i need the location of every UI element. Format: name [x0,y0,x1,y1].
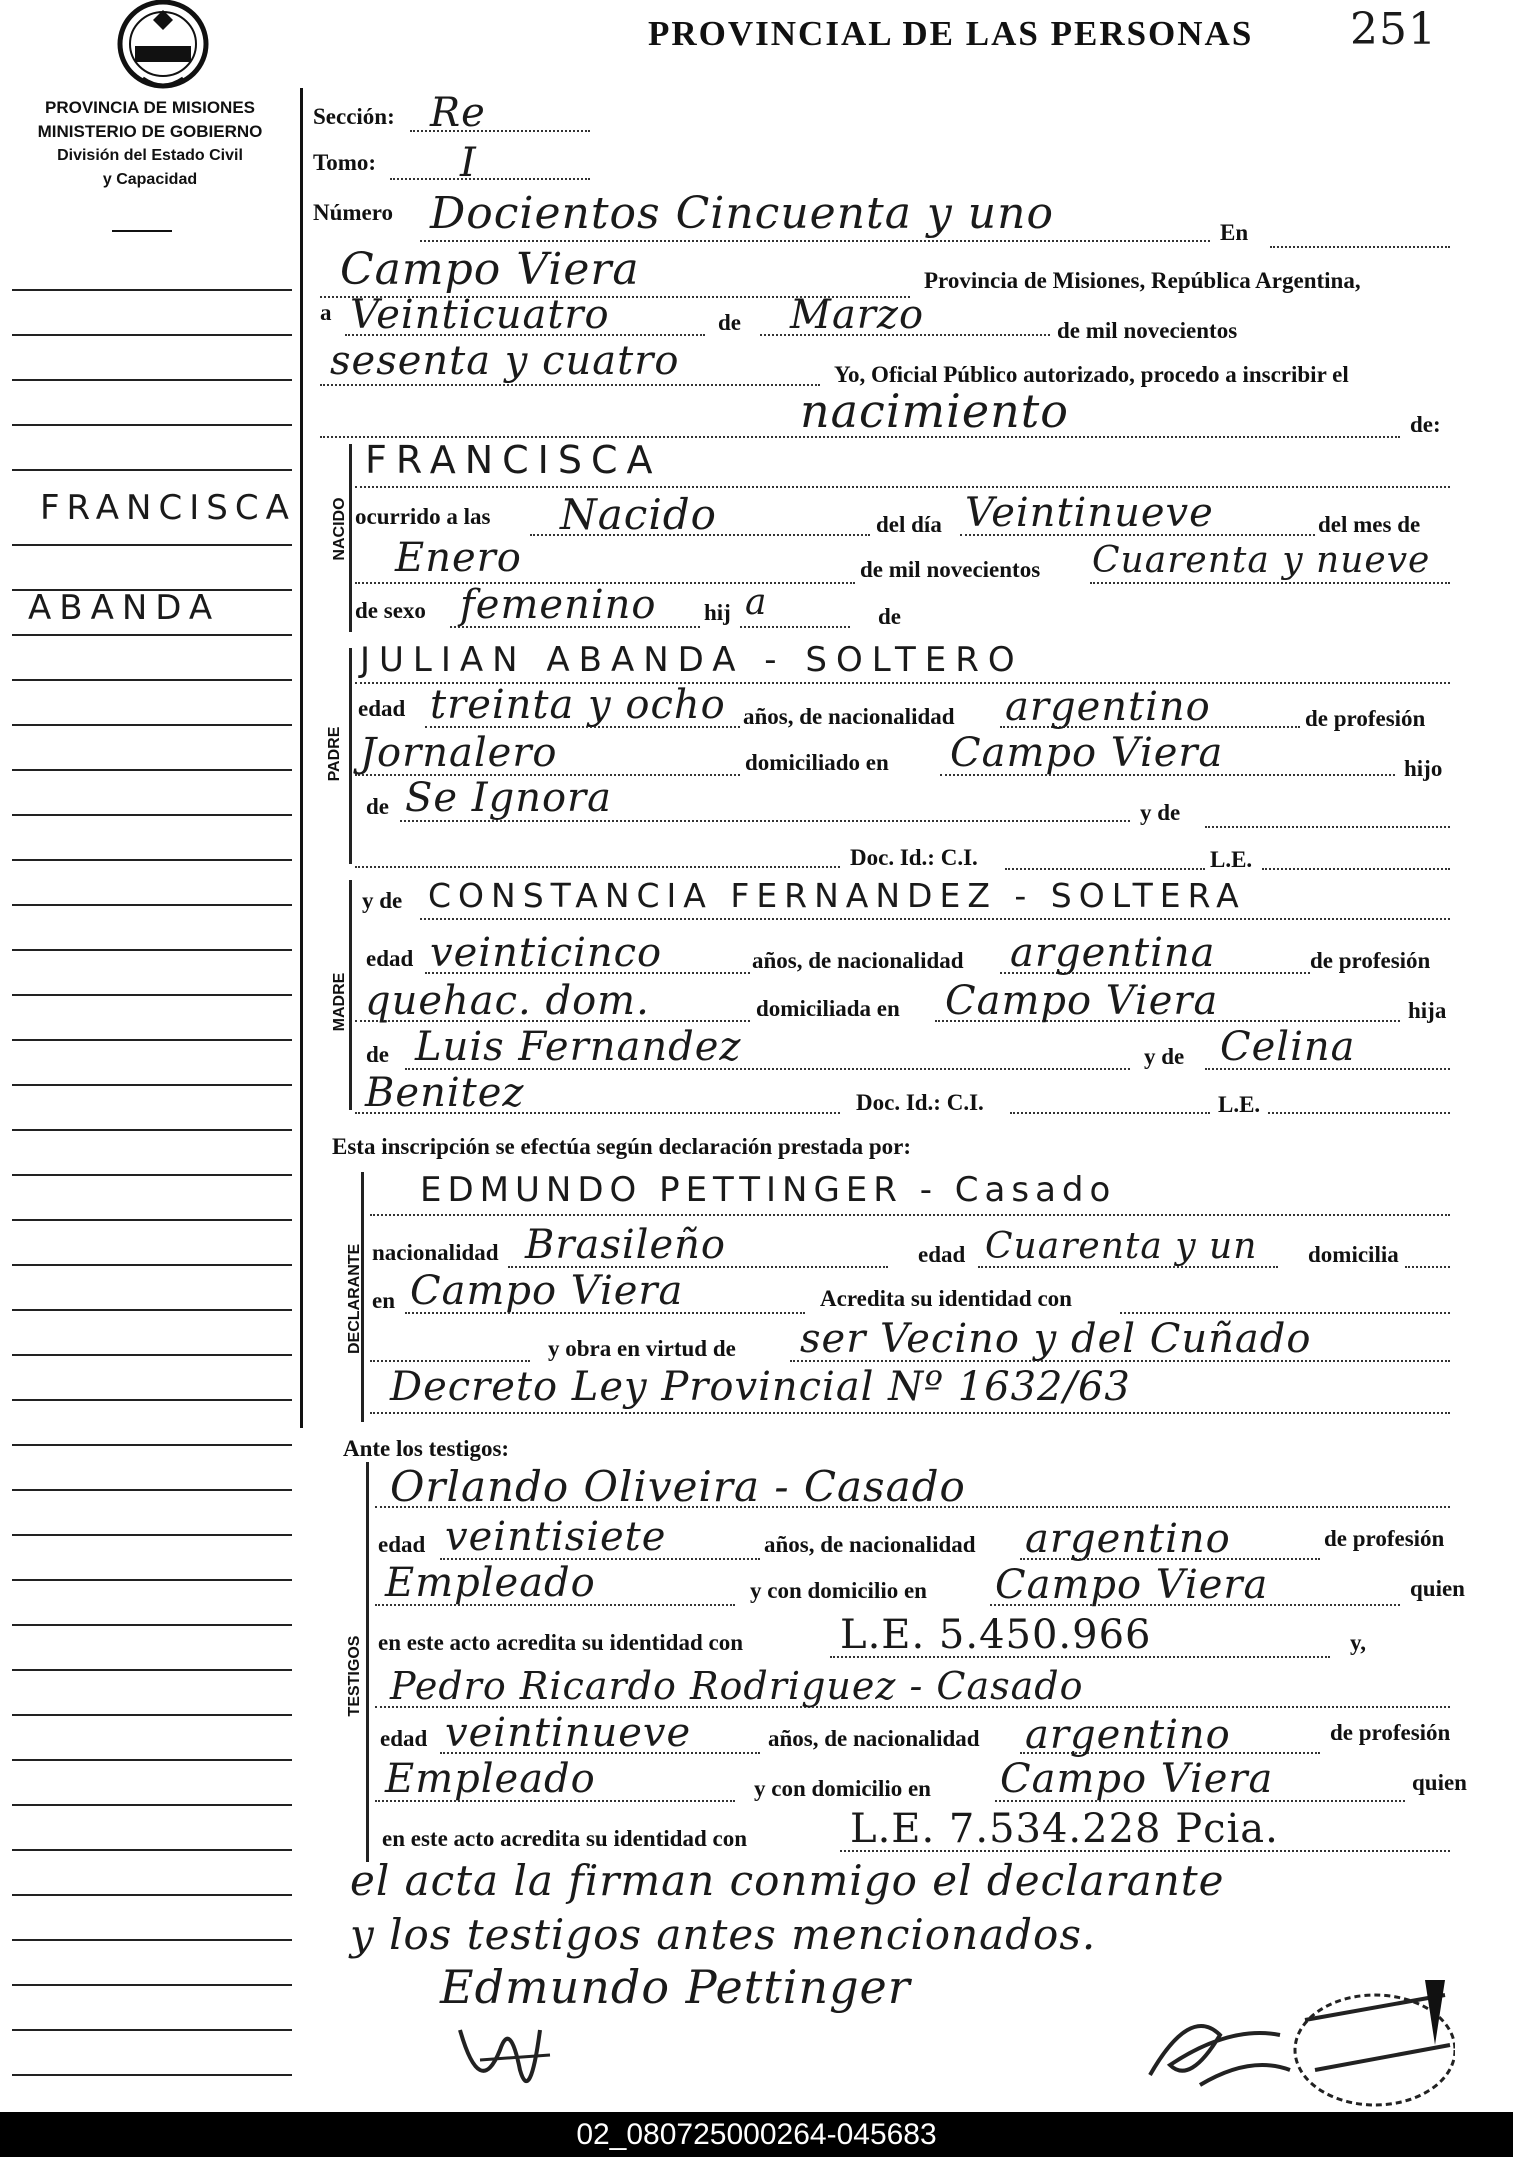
value-testigo2-profesion: Empleado [385,1756,596,1802]
label-testigo1-quien: quien [1410,1576,1465,1601]
org-line-2: MINISTERIO DE GOBIERNO [37,122,263,141]
label-madre-y-de-2: y de [1144,1044,1185,1069]
label-del-mes: del mes de [1318,512,1421,537]
value-dia-nac: Veintinueve [965,490,1214,536]
label-declarante-domicilia: domicilia [1308,1242,1399,1267]
bracket-padre [349,648,352,864]
label-testigo1-anos-nac: años, de nacionalidad [764,1532,976,1557]
value-testigo2-nac: argentino [1025,1712,1231,1758]
label-madre-de: de [366,1042,389,1067]
value-lugar: Campo Viera [340,244,640,295]
value-madre-nac: argentina [1010,930,1216,976]
label-testigo2-acredita: en este acto acredita su identidad con [382,1826,748,1851]
line-anio [320,384,820,386]
document-title: PROVINCIAL DE LAS PERSONAS [648,14,1254,53]
label-padre-le: L.E. [1210,847,1253,872]
label-testigo1-acredita: en este acto acredita su identidad con [378,1630,744,1655]
line-padre-doc [1005,868,1205,870]
value-madre-profesion: quehac. dom. [365,978,650,1024]
label-padre-anos-nac: años, de nacionalidad [743,704,955,729]
value-testigo2-domicilio: Campo Viera [1000,1756,1274,1802]
line-padre-madre [1205,826,1450,828]
document-id-footer: 02_080725000264-045683 [0,2112,1513,2157]
side-label-madre: MADRE [331,972,348,1032]
label-a: a [320,300,332,325]
line-madre-nombre [420,918,1450,920]
label-hij: hij [704,600,731,625]
line-padre-le [1262,868,1450,870]
value-testigo2-nombre: Pedro Ricardo Rodriguez - Casado [390,1664,1084,1708]
label-en: En [1220,220,1249,245]
issuing-office-block [0,96,300,192]
value-anio: sesenta y cuatro [330,338,680,384]
label-testigo1-edad: edad [378,1532,426,1557]
label-testigo2-quien: quien [1412,1770,1467,1795]
value-testigo1-doc: L.E. 5.450.966 [840,1612,1152,1658]
value-testigo1-edad: veintisiete [445,1514,667,1560]
label-declarante-nacionalidad: nacionalidad [372,1240,499,1265]
closing-line-2: y los testigos antes mencionados. [350,1910,1097,1959]
label-de-mes: de [718,310,741,335]
label-tomo: Tomo: [313,150,377,175]
line-madre-le [1268,1112,1450,1114]
label-declarante-en: en [372,1288,395,1313]
label-madre-hija: hija [1408,998,1447,1023]
value-declarante-domicilio: Campo Viera [410,1268,684,1314]
line-tomo [390,178,590,180]
value-mes-nac: Enero [395,535,522,581]
value-madre-madre: Celina [1220,1024,1356,1070]
label-padre-domiciliado: domiciliado en [745,750,889,775]
official-stamp-icon [1275,1975,1455,2110]
side-label-padre: PADRE [326,726,343,782]
label-padre-edad: edad [358,696,406,721]
value-padre-nombre: JULIAN ABANDA - SOLTERO [360,640,1024,680]
line-numero [420,240,1210,242]
value-testigo1-domicilio: Campo Viera [995,1562,1269,1608]
line-declarante-acredita-2 [370,1360,530,1362]
label-madre-anos-nac: años, de nacionalidad [752,948,964,973]
line-nombre [355,486,1450,488]
label-ante-testigos: Ante los testigos: [343,1436,510,1461]
provincial-seal-icon [113,0,213,92]
label-madre-le: L.E. [1218,1092,1261,1117]
value-testigo1-nac: argentino [1025,1516,1231,1562]
value-madre-nombre: CONSTANCIA FERNANDEZ - SOLTERA [428,876,1246,915]
margin-surname: ABANDA [28,588,221,628]
label-testigo1-con-domicilio: y con domicilio en [750,1578,927,1603]
label-de-colon: de: [1410,412,1441,437]
value-madre-edad: veinticinco [430,930,663,976]
label-ocurrido: ocurrido a las [355,504,491,529]
initials-signature-icon [440,2010,580,2110]
value-anio-nac: Cuarenta y nueve [1092,540,1431,581]
bracket-testigos [366,1462,369,1862]
value-seccion: Re [430,90,486,136]
label-madre-domiciliada: domiciliada en [756,996,900,1021]
value-padre-edad: treinta y ocho [430,682,726,728]
label-testigo2-edad: edad [380,1726,428,1751]
label-testigo2-con-domicilio: y con domicilio en [754,1776,931,1801]
side-label-declarante: DECLARANTE [346,1243,363,1354]
value-declarante-virtud: ser Vecino y del Cuñado [800,1316,1312,1362]
label-declarante-edad: edad [918,1242,966,1267]
value-padre-domicilio: Campo Viera [950,730,1224,776]
line-declarante-nombre [370,1214,1450,1216]
label-testigo1-profesion: de profesión [1324,1526,1445,1551]
value-testigo1-profesion: Empleado [385,1560,596,1606]
value-hora: Nacido [560,490,717,539]
label-esta-inscripcion: Esta inscripción se efectúa según declaración prestada por: [332,1134,912,1159]
label-seccion: Sección: [313,104,395,129]
value-numero: Docientos Cincuenta y uno [430,188,1054,239]
org-line-4: y Capacidad [102,171,198,188]
label-yo-oficial: Yo, Oficial Público autorizado, procedo a inscribir el [834,362,1349,387]
label-de-sexo: de sexo [355,598,426,623]
label-madre-edad: edad [366,946,414,971]
label-testigo2-anos-nac: años, de nacionalidad [768,1726,980,1751]
value-declarante-edad: Cuarenta y un [985,1226,1258,1267]
label-padre-y-de: y de [1140,800,1181,825]
line-anio-nac [1090,582,1450,584]
label-madre-doc: Doc. Id.: C.I. [856,1090,984,1115]
value-dia: Veinticuatro [350,292,610,338]
value-padre-profesion: Jornalero [360,730,558,776]
side-label-nacido: NACIDO [331,497,348,561]
value-tomo: I [460,140,477,186]
value-testigo2-doc: L.E. 7.534.228 Pcia. [850,1806,1279,1852]
org-line-3: División del Estado Civil [57,147,243,164]
label-madre-y-de: y de [362,888,403,913]
line-declarante-acredita [1120,1312,1450,1314]
label-testigo1-y: y, [1350,1630,1366,1655]
line-declarante-decreto [370,1412,1450,1414]
line-declarante-domicilia [1405,1266,1450,1268]
value-declarante-decreto: Decreto Ley Provincial Nº 1632/63 [390,1364,1131,1410]
value-declarante-nombre: EDMUNDO PETTINGER - Casado [420,1170,1117,1210]
label-declarante-acredita: Acredita su identidad con [820,1286,1072,1311]
label-testigo2-profesion: de profesión [1330,1720,1451,1745]
label-madre-profesion: de profesión [1310,948,1431,973]
line-en [1270,246,1450,248]
label-mil-novecientos: de mil novecientos [1057,318,1238,343]
line-padre-extra [355,866,840,868]
label-de-padres: de [878,604,901,629]
margin-divider [300,88,303,1428]
org-underline [112,230,172,232]
value-madre-madre-2: Benitez [365,1070,525,1116]
label-numero: Número [313,200,394,225]
label-del-dia: del día [876,512,942,537]
value-hij-suffix: a [745,582,768,623]
label-padre-hijo: hijo [1404,756,1443,781]
label-padre-doc: Doc. Id.: C.I. [850,845,978,870]
folio-number: 251 [1350,4,1437,55]
value-nombre: FRANCISCA [365,438,662,482]
label-padre-de: de [366,794,389,819]
label-provincia: Provincia de Misiones, República Argentina, [924,268,1361,293]
closing-line-1: el acta la firman conmigo el declarante [350,1856,1225,1905]
value-declarante-nac: Brasileño [525,1222,726,1268]
value-acto: nacimiento [800,384,1069,438]
value-padre-padre: Se Ignora [405,775,613,821]
declarant-signature: Edmundo Pettinger [440,1960,911,2014]
line-hij [740,626,850,628]
value-madre-domicilio: Campo Viera [945,978,1219,1024]
bracket-madre [349,880,352,1110]
margin-name: FRANCISCA [40,488,296,528]
value-testigo2-edad: veintinueve [445,1710,692,1756]
value-padre-nac: argentino [1005,684,1211,730]
value-sexo: femenino [460,582,657,628]
value-testigo1-nombre: Orlando Oliveira - Casado [390,1462,966,1511]
label-declarante-obra: y obra en virtud de [548,1336,736,1361]
label-mil-novecientos-2: de mil novecientos [860,557,1041,582]
label-padre-profesion: de profesión [1305,706,1426,731]
bracket-nacido [349,444,352,632]
value-mes: Marzo [790,292,925,338]
line-madre-doc [1010,1112,1210,1114]
org-line-1: PROVINCIA DE MISIONES [44,98,255,117]
value-madre-padre: Luis Fernandez [415,1024,742,1070]
side-label-testigos: TESTIGOS [346,1635,363,1717]
